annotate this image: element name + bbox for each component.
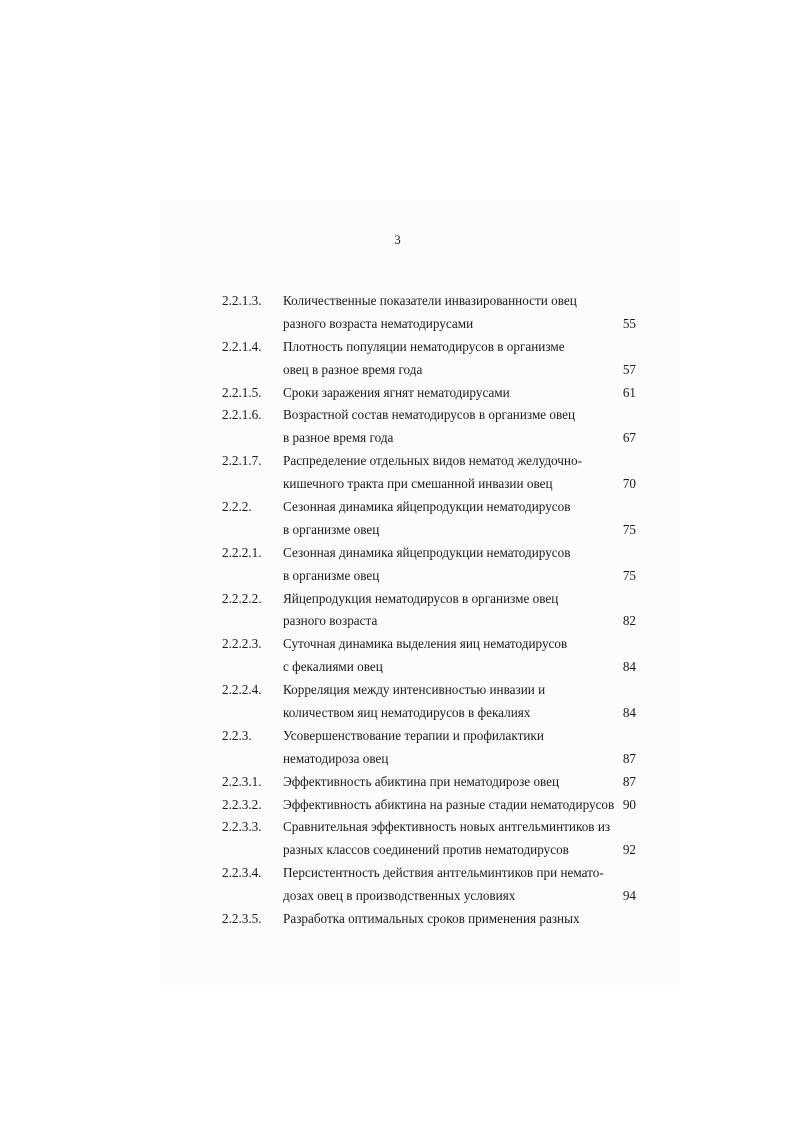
toc-entry-title: Усовершенствование терапии и профилактики <box>283 727 544 743</box>
toc-entry-title: Сравнительная эффективность новых антгельминтиков из <box>283 819 611 835</box>
toc-entry-number: 2.2.3.4. <box>222 865 262 881</box>
toc-entry-title: Корреляция между интенсивностью инвазии и <box>283 682 546 698</box>
toc-entry-title: в организме овец <box>283 567 380 583</box>
toc-entry-number: 2.2.3.2. <box>222 796 262 812</box>
toc-entry-page: 75 <box>622 567 636 583</box>
toc-line <box>222 771 642 794</box>
toc-line <box>222 336 642 359</box>
toc-entry-number: 2.2.3.5. <box>222 911 262 927</box>
toc-entry-page: 84 <box>622 659 636 675</box>
toc-line <box>222 496 642 519</box>
toc-entry-title: Сезонная динамика яйцепродукции нематодирусов <box>283 499 571 515</box>
toc-line <box>222 885 642 908</box>
toc-line <box>222 908 642 931</box>
toc-entry-page: 61 <box>622 384 636 400</box>
toc-entry-title: Возрастной состав нематодирусов в организме овец <box>283 407 576 423</box>
toc-entry-title: Плотность популяции нематодирусов в организме <box>283 338 565 354</box>
toc-entry-number: 2.2.1.3. <box>222 293 262 308</box>
toc-entry-page: 90 <box>622 796 636 812</box>
toc-entry-title: нематодироза овец <box>283 750 389 766</box>
toc-entry-title: Разработка оптимальных сроков применения разных <box>283 911 580 927</box>
toc-entry-title: овец в разное время года <box>283 361 423 377</box>
toc-entry-title: количеством яиц нематодирусов в фекалиях <box>283 705 531 721</box>
toc-line <box>222 679 642 702</box>
toc-entry-number: 2.2.2.1. <box>222 544 262 560</box>
toc-entry-number: 2.2.1.7. <box>222 453 262 469</box>
toc-entry-number: 2.2.2.4. <box>222 682 262 698</box>
toc-entry-title: в разное время года <box>283 430 394 446</box>
toc-entry-title: Персистентность действия антгельминтиков при немато- <box>283 865 604 881</box>
toc-line <box>222 450 642 473</box>
toc-entry-number: 2.2.3.1. <box>222 773 262 789</box>
toc-entry-title: разных классов соединений против нематодирусов <box>283 842 569 858</box>
toc-entry-page: 84 <box>622 705 636 721</box>
toc-entry-title: Эффективность абиктина при нематодирозе овец <box>283 773 560 789</box>
toc-line <box>222 404 642 427</box>
toc-line <box>222 290 642 313</box>
toc-entry-page: 55 <box>622 315 636 331</box>
toc-line <box>222 382 642 405</box>
toc-line <box>222 427 642 450</box>
toc-entry-page: 87 <box>622 750 636 766</box>
toc-entry-title: кишечного тракта при смешанной инвазии овец <box>283 476 553 492</box>
toc-line <box>222 702 642 725</box>
toc-entry-number: 2.2.2. <box>222 499 252 515</box>
toc-line <box>222 633 642 656</box>
toc-line <box>222 862 642 885</box>
toc-entry-title: Эффективность абиктина на разные стадии нематодирусов <box>283 796 615 812</box>
toc-entry-title: с фекалиями овец <box>283 659 383 675</box>
toc-entry-number: 2.2.1.6. <box>222 407 262 423</box>
toc-entry-page: 94 <box>622 888 636 904</box>
toc-entry-title: Сроки заражения ягнят нематодирусами <box>283 384 510 400</box>
toc-entry-number: 2.2.1.4. <box>222 338 262 354</box>
toc-line <box>222 794 642 817</box>
toc-line <box>222 725 642 748</box>
toc-entry-title: Количественные показатели инвазированности овец <box>283 293 577 308</box>
toc-entry-title: дозах овец в производственных условиях <box>283 888 516 904</box>
toc-line <box>222 565 642 588</box>
toc-line <box>222 359 642 382</box>
toc-entry-title: Распределение отдельных видов нематод желудочно- <box>283 453 582 469</box>
toc-entry-title: Сезонная динамика яйцепродукции нематодирусов <box>283 544 571 560</box>
toc-line <box>222 839 642 862</box>
toc-line <box>222 519 642 542</box>
toc-entry-page: 67 <box>622 430 636 446</box>
toc-entry-page: 92 <box>622 842 636 858</box>
toc-line <box>222 588 642 611</box>
toc-line <box>222 816 642 839</box>
toc-entry-number: 2.2.3. <box>222 727 252 743</box>
toc-line <box>222 656 642 679</box>
toc-line <box>222 313 642 336</box>
toc-line <box>222 748 642 771</box>
page-number: 3 <box>394 232 401 247</box>
toc-entry-number: 2.2.1.5. <box>222 384 262 400</box>
toc-line <box>222 610 642 633</box>
toc-entry-title: Яйцепродукция нематодирусов в организме овец <box>283 590 559 606</box>
toc-entry-page: 70 <box>622 476 636 492</box>
toc-entry-title: разного возраста нематодирусами <box>283 315 474 331</box>
toc-entry-number: 2.2.2.2. <box>222 590 262 606</box>
toc-entry-title: Суточная динамика выделения яиц нематодирусов <box>283 636 568 652</box>
toc-entry-number: 2.2.3.3. <box>222 819 262 835</box>
toc-entry-number: 2.2.2.3. <box>222 636 262 652</box>
toc-entry-page: 82 <box>622 613 636 629</box>
toc-entry-title: разного возраста <box>283 613 378 629</box>
toc-entry-page: 87 <box>622 773 636 789</box>
toc-line <box>222 542 642 565</box>
toc-entry-page: 57 <box>622 361 636 377</box>
table-of-contents <box>222 290 642 931</box>
toc-line <box>222 473 642 496</box>
toc-entry-title: в организме овец <box>283 521 380 537</box>
toc-entry-page: 75 <box>622 521 636 537</box>
